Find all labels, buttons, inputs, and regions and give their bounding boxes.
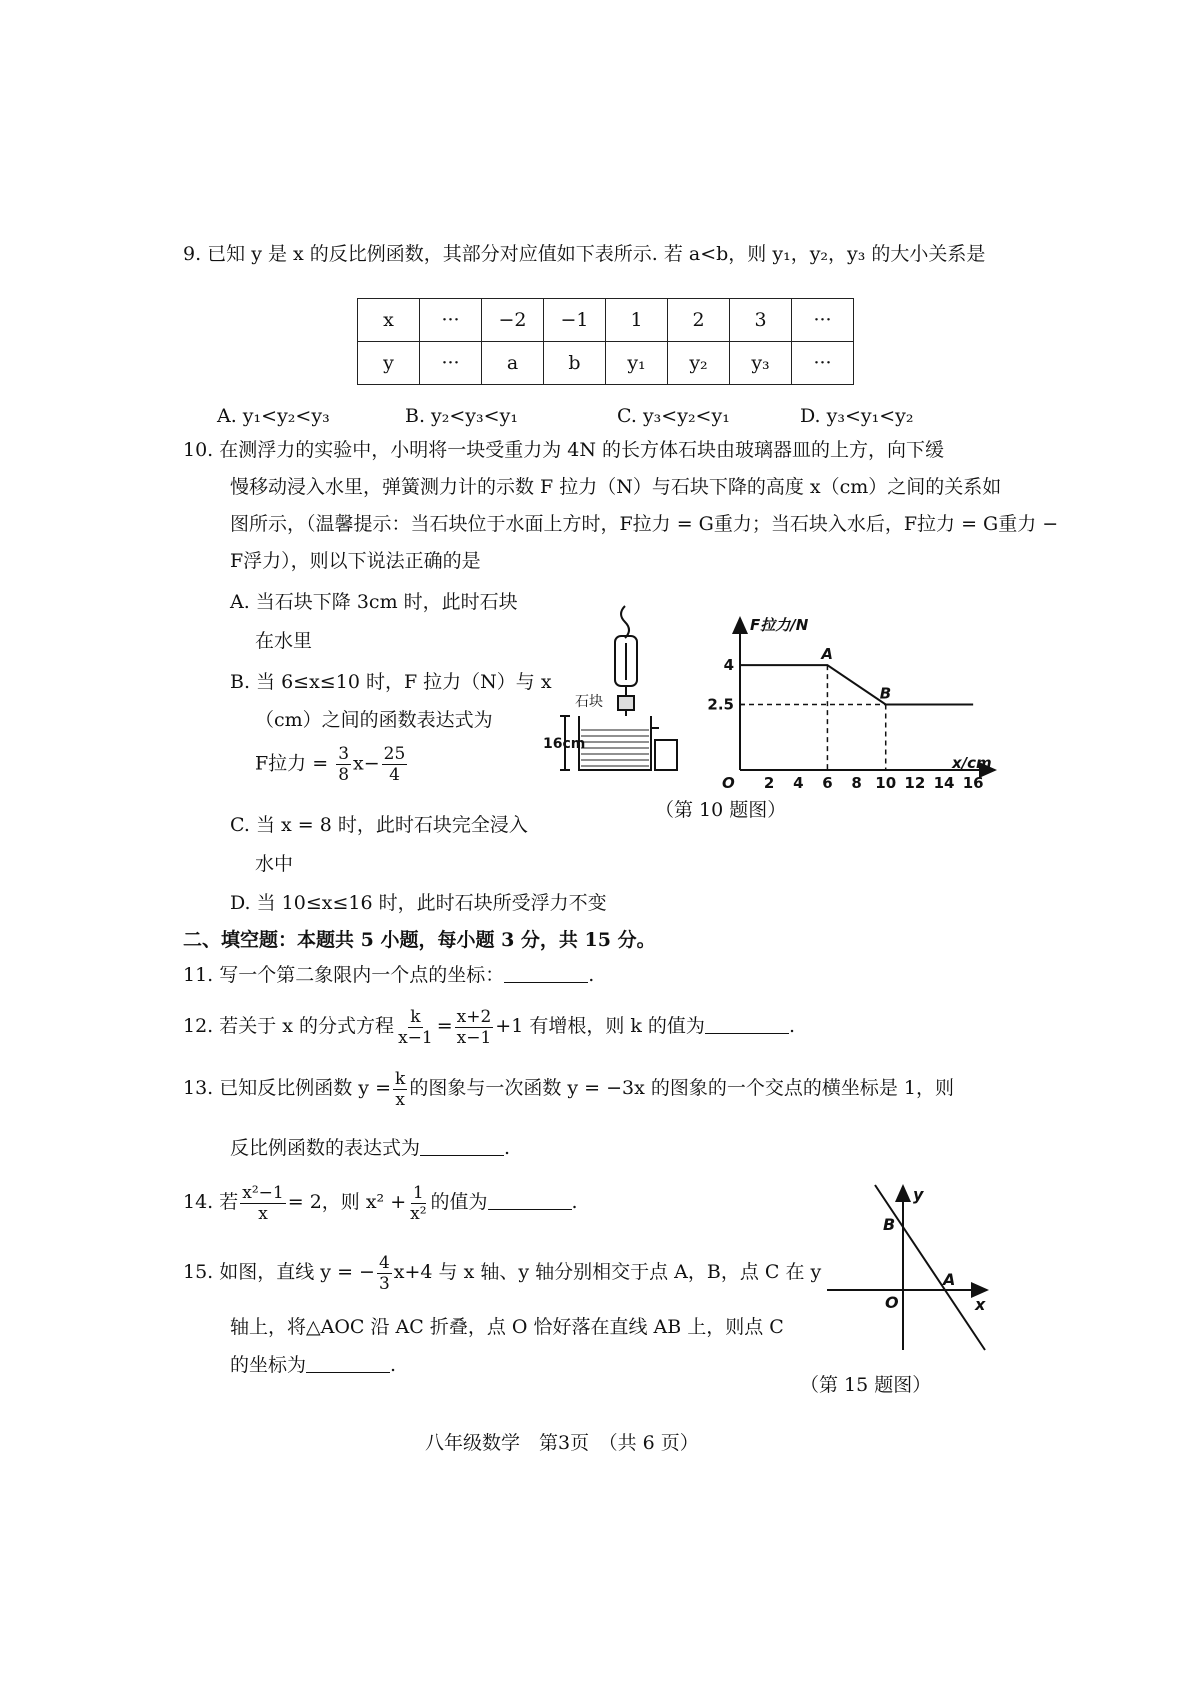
section-2-heading: 二、填空题：本题共 5 小题，每小题 3 分，共 15 分。 xyxy=(183,929,656,951)
q11 xyxy=(183,962,594,988)
answer-blank xyxy=(420,1135,504,1156)
q13-end: . xyxy=(504,1137,511,1159)
q13-line1 xyxy=(183,1064,954,1112)
q15-prefix: 15. 如图，直线 y = − xyxy=(183,1261,375,1283)
fraction xyxy=(393,1069,407,1110)
q9-option-c: C. y₃<y₂<y₁ xyxy=(617,405,730,427)
x-tick-label: 14 xyxy=(933,774,955,792)
q10-option-d: D. 当 10≤x≤16 时，此时石块所受浮力不变 xyxy=(230,892,607,914)
answer-blank xyxy=(504,962,588,983)
origin-label: O xyxy=(885,1293,899,1312)
q13-line2-text: 反比例函数的表达式为 xyxy=(230,1137,421,1159)
denominator: 3 xyxy=(378,1273,390,1294)
q10-option-a-line1: A. 当石块下降 3cm 时，此时石块 xyxy=(230,591,518,613)
table-cell: y₃ xyxy=(730,342,792,385)
point-b-label: B xyxy=(883,1215,896,1234)
table-cell: 2 xyxy=(668,299,730,342)
q9-option-b: B. y₂<y₃<y₁ xyxy=(405,405,518,427)
denominator: x xyxy=(258,1203,268,1224)
q11-end: . xyxy=(588,964,595,986)
q13-suffix: 的图象与一次函数 y = −3x 的图象的一个交点的横坐标是 1，则 xyxy=(409,1077,954,1099)
q10-line4: F浮力），则以下说法正确的是 xyxy=(230,550,481,572)
fraction xyxy=(336,744,351,785)
q10-option-b-line1: B. 当 6≤x≤10 时，F 拉力（N）与 x xyxy=(230,671,552,693)
hook-icon xyxy=(621,606,629,638)
formula-mid: x− xyxy=(353,752,380,775)
table-row xyxy=(358,342,854,385)
numerator: 4 xyxy=(378,1252,390,1273)
table-cell: −1 xyxy=(544,299,606,342)
table-cell: ··· xyxy=(420,299,482,342)
q13-prefix: 13. 已知反比例函数 y = xyxy=(183,1077,391,1099)
q10-option-a-line2: 在水里 xyxy=(255,630,313,652)
line-ab xyxy=(875,1185,985,1350)
y-label: y xyxy=(913,1185,924,1204)
glass-container xyxy=(579,716,651,770)
q15-suffix: x+4 与 x 轴、y 轴分别相交于点 A，B，点 C 在 y xyxy=(393,1261,822,1283)
denominator: 4 xyxy=(389,765,400,785)
numerator: 3 xyxy=(338,744,350,764)
height-label: 16cm xyxy=(543,736,586,752)
numerator: k xyxy=(395,1068,406,1089)
series-line xyxy=(740,665,973,704)
q10-line2: 慢移动浸入水里，弹簧测力计的示数 F 拉力（N）与石块下降的高度 x（cm）之间的关系如 xyxy=(230,476,1002,498)
q14-end: . xyxy=(571,1191,578,1213)
q10-option-c-line2: 水中 xyxy=(255,853,294,875)
q12-prefix: 12. 若关于 x 的分式方程 xyxy=(183,1015,395,1037)
point-label: A xyxy=(821,645,834,664)
table-cell: y xyxy=(358,342,420,385)
y-axis-label: F拉力/N xyxy=(750,616,809,634)
q10-line1: 10. 在测浮力的实验中，小明将一块受重力为 4N 的长方体石块由玻璃器皿的上方，向下缓 xyxy=(183,439,945,461)
q14-mid: = 2，则 x² + xyxy=(287,1191,407,1213)
point-label: B xyxy=(879,684,892,703)
origin-label: O xyxy=(722,774,735,792)
y-tick-label: 4 xyxy=(723,656,734,675)
table-cell: ··· xyxy=(792,299,854,342)
answer-blank xyxy=(488,1189,572,1210)
q14 xyxy=(183,1178,578,1226)
table-cell: b xyxy=(544,342,606,385)
overflow-cup xyxy=(655,740,677,770)
x-label: x xyxy=(975,1295,986,1314)
table-cell: ··· xyxy=(420,342,482,385)
table-cell: y₁ xyxy=(606,342,668,385)
denominator: x−1 xyxy=(398,1027,433,1048)
q10-figure-caption: （第 10 题图） xyxy=(655,799,787,821)
q15-line2: 轴上，将△AOC 沿 AC 折叠，点 O 恰好落在直线 AB 上，则点 C xyxy=(230,1316,784,1338)
page-footer: 八年级数学 第3页 （共 6 页） xyxy=(425,1432,699,1454)
fraction xyxy=(377,1253,392,1294)
fraction xyxy=(240,1183,285,1224)
x-tick-label: 10 xyxy=(875,774,897,792)
q11-text: 11. 写一个第二象限内一个点的坐标： xyxy=(183,964,505,986)
numerator: 25 xyxy=(383,744,406,764)
denominator: x xyxy=(395,1089,405,1110)
point-a-label: A xyxy=(943,1270,956,1289)
x-tick-label: 12 xyxy=(904,774,926,792)
answer-blank xyxy=(306,1352,390,1373)
y-tick-label: 2.5 xyxy=(707,695,734,714)
stone-label: 石块 xyxy=(575,694,603,710)
formula-prefix: F拉力 = xyxy=(255,752,329,775)
table-cell: a xyxy=(482,342,544,385)
q10-option-c-line1: C. 当 x = 8 时，此时石块完全浸入 xyxy=(230,814,528,836)
q13-line2 xyxy=(230,1135,510,1161)
stone-block xyxy=(618,696,634,710)
q15-end: . xyxy=(390,1354,397,1376)
q9-option-a: A. y₁<y₂<y₃ xyxy=(217,405,330,427)
table-cell: −2 xyxy=(482,299,544,342)
table-cell: y₂ xyxy=(668,342,730,385)
q9-stem: 9. 已知 y 是 x 的反比例函数，其部分对应值如下表所示. 若 a<b，则 y₁，y₂，y₃ 的大小关系是 xyxy=(183,243,986,265)
fraction xyxy=(382,744,408,785)
table-cell: x xyxy=(358,299,420,342)
denominator: x² xyxy=(410,1203,427,1224)
q10-force-chart xyxy=(700,610,1010,790)
numerator: 1 xyxy=(412,1182,424,1203)
q15-line3-text: 的坐标为 xyxy=(230,1354,307,1376)
denominator: x−1 xyxy=(456,1027,492,1048)
q15-line1 xyxy=(183,1248,821,1296)
x-tick-label: 16 xyxy=(962,774,984,792)
q10-option-b-formula xyxy=(255,744,409,785)
table-cell: 1 xyxy=(606,299,668,342)
fraction xyxy=(396,1007,435,1048)
q15-line3 xyxy=(230,1352,396,1378)
table-cell: ··· xyxy=(792,342,854,385)
x-tick-label: 4 xyxy=(793,774,804,792)
denominator: 8 xyxy=(338,765,350,785)
q15-figure-caption: （第 15 题图） xyxy=(800,1374,932,1396)
q12-end: . xyxy=(788,1015,795,1037)
numerator: x+2 xyxy=(456,1006,492,1027)
x-tick-label: 6 xyxy=(822,774,833,792)
x-tick-label: 2 xyxy=(763,774,775,792)
q10-option-b-line2: （cm）之间的函数表达式为 xyxy=(255,709,493,731)
q12 xyxy=(183,1002,795,1050)
table-cell: 3 xyxy=(730,299,792,342)
q12-suffix: +1 有增根，则 k 的值为 xyxy=(495,1015,705,1037)
q14-suffix: 的值为 xyxy=(430,1191,488,1213)
q10-line3: 图所示，（温馨提示：当石块位于水面上方时，F拉力 = G重力；当石块入水后，F拉力 = G重力 − xyxy=(230,513,1059,535)
fraction xyxy=(455,1007,494,1048)
x-tick-label: 8 xyxy=(851,774,862,792)
q9-option-d: D. y₃<y₁<y₂ xyxy=(800,405,914,427)
numerator: x²−1 xyxy=(242,1182,284,1203)
fraction xyxy=(408,1183,428,1224)
q9-value-table xyxy=(357,298,854,385)
q10-apparatus-illustration xyxy=(543,598,705,778)
answer-blank xyxy=(705,1013,789,1034)
q12-eq: = xyxy=(436,1015,453,1037)
q15-line-figure xyxy=(825,1180,1010,1360)
numerator: k xyxy=(410,1006,421,1027)
table-row xyxy=(358,299,854,342)
x-axis-label: x/cm xyxy=(952,754,992,772)
q14-prefix: 14. 若 xyxy=(183,1191,239,1213)
